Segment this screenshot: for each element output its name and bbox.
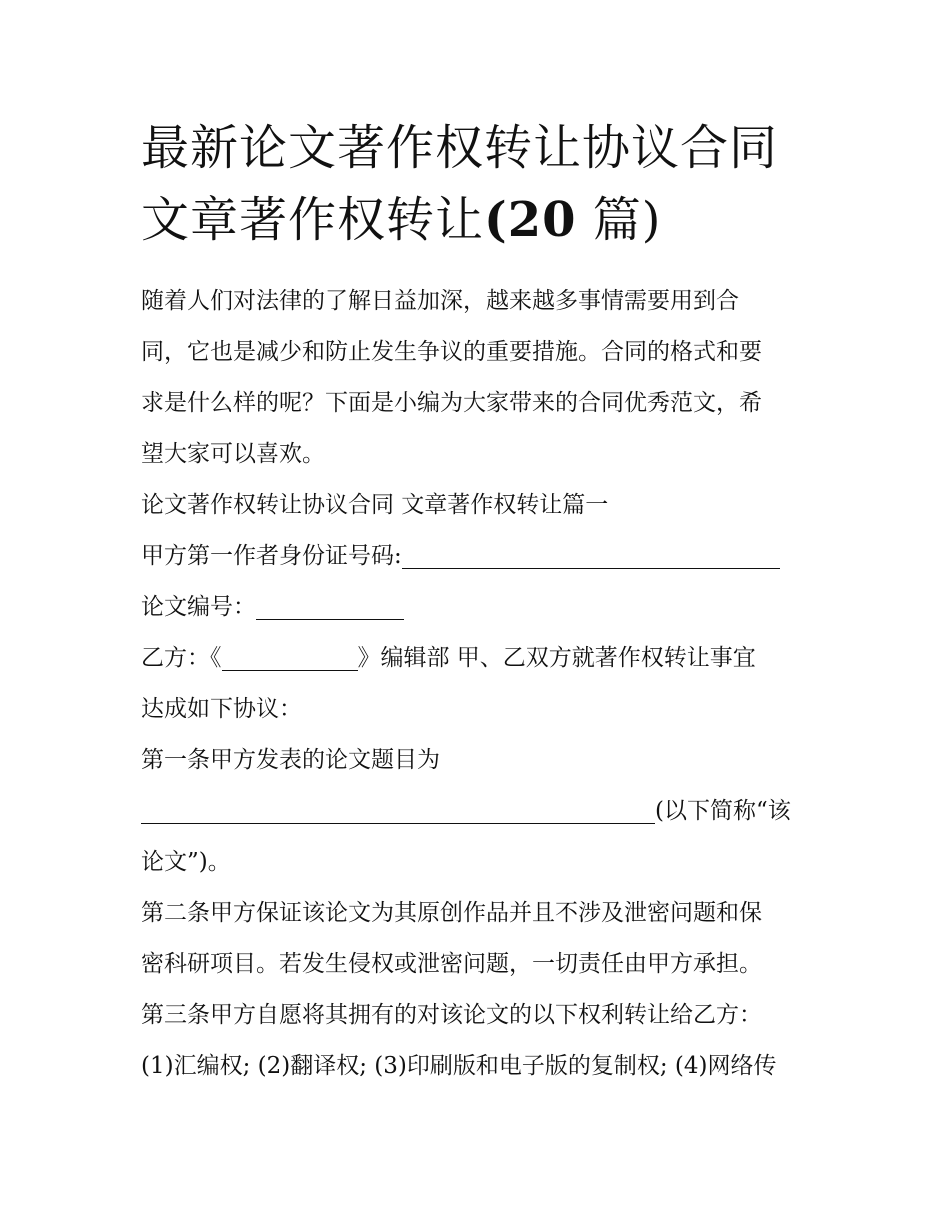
document-body: [141, 276, 821, 1092]
title-line-2: [141, 184, 821, 256]
party-b-suffix: 》编辑部 甲、乙双方就著作权转让事宜: [357, 645, 756, 671]
paper-title-blank[interactable]: [141, 797, 655, 824]
intro-line-2: 同，它也是减少和防止发生争议的重要措施。合同的格式和要: [141, 339, 762, 365]
article-2-line-2: 密科研项目。若发生侵权或泄密问题，一切责任由甲方承担。: [141, 951, 762, 977]
paper-number-label: 论文编号：: [141, 594, 256, 620]
intro-line-3: 求是什么样的呢？下面是小编为大家带来的合同优秀范文，希: [141, 390, 762, 416]
party-b-line: [141, 633, 821, 684]
title-line-2-tail: 篇): [576, 192, 662, 248]
intro-line-4: 望大家可以喜欢。: [141, 441, 325, 467]
section-heading: 论文著作权转让协议合同 文章著作权转让篇一: [141, 492, 609, 518]
party-a-line: [141, 531, 821, 582]
article-3-line-2: (1)汇编权; (2)翻译权; (3)印刷版和电子版的复制权; (4)网络传: [141, 1053, 777, 1079]
journal-name-blank[interactable]: [222, 644, 358, 671]
title-line-2-text: 文章著作权转让: [141, 192, 485, 248]
party-b-line-2: 达成如下协议：: [141, 696, 302, 722]
article-1-line-2: [141, 786, 821, 837]
article-1-suffix: (以下简称“该: [655, 798, 791, 824]
paper-number-blank[interactable]: [256, 593, 404, 620]
intro-line-1: 随着人们对法律的了解日益加深，越来越多事情需要用到合: [141, 288, 739, 314]
article-2-line-1: 第二条甲方保证该论文为其原创作品并且不涉及泄密问题和保: [141, 900, 762, 926]
id-number-blank[interactable]: [402, 542, 780, 569]
party-a-label: 甲方第一作者身份证号码:: [141, 543, 402, 569]
paper-number-line: [141, 582, 821, 633]
title-count: (20: [484, 192, 577, 248]
article-1-line-1: 第一条甲方发表的论文题目为: [141, 747, 440, 773]
article-3-line-1: 第三条甲方自愿将其拥有的对该论文的以下权利转让给乙方：: [141, 1002, 762, 1028]
title-line-1: 最新论文著作权转让协议合同: [141, 120, 779, 176]
document-title: [141, 112, 821, 256]
article-1-line-3: 论文”)。: [141, 849, 231, 875]
party-b-prefix: 乙方：《: [141, 645, 222, 671]
